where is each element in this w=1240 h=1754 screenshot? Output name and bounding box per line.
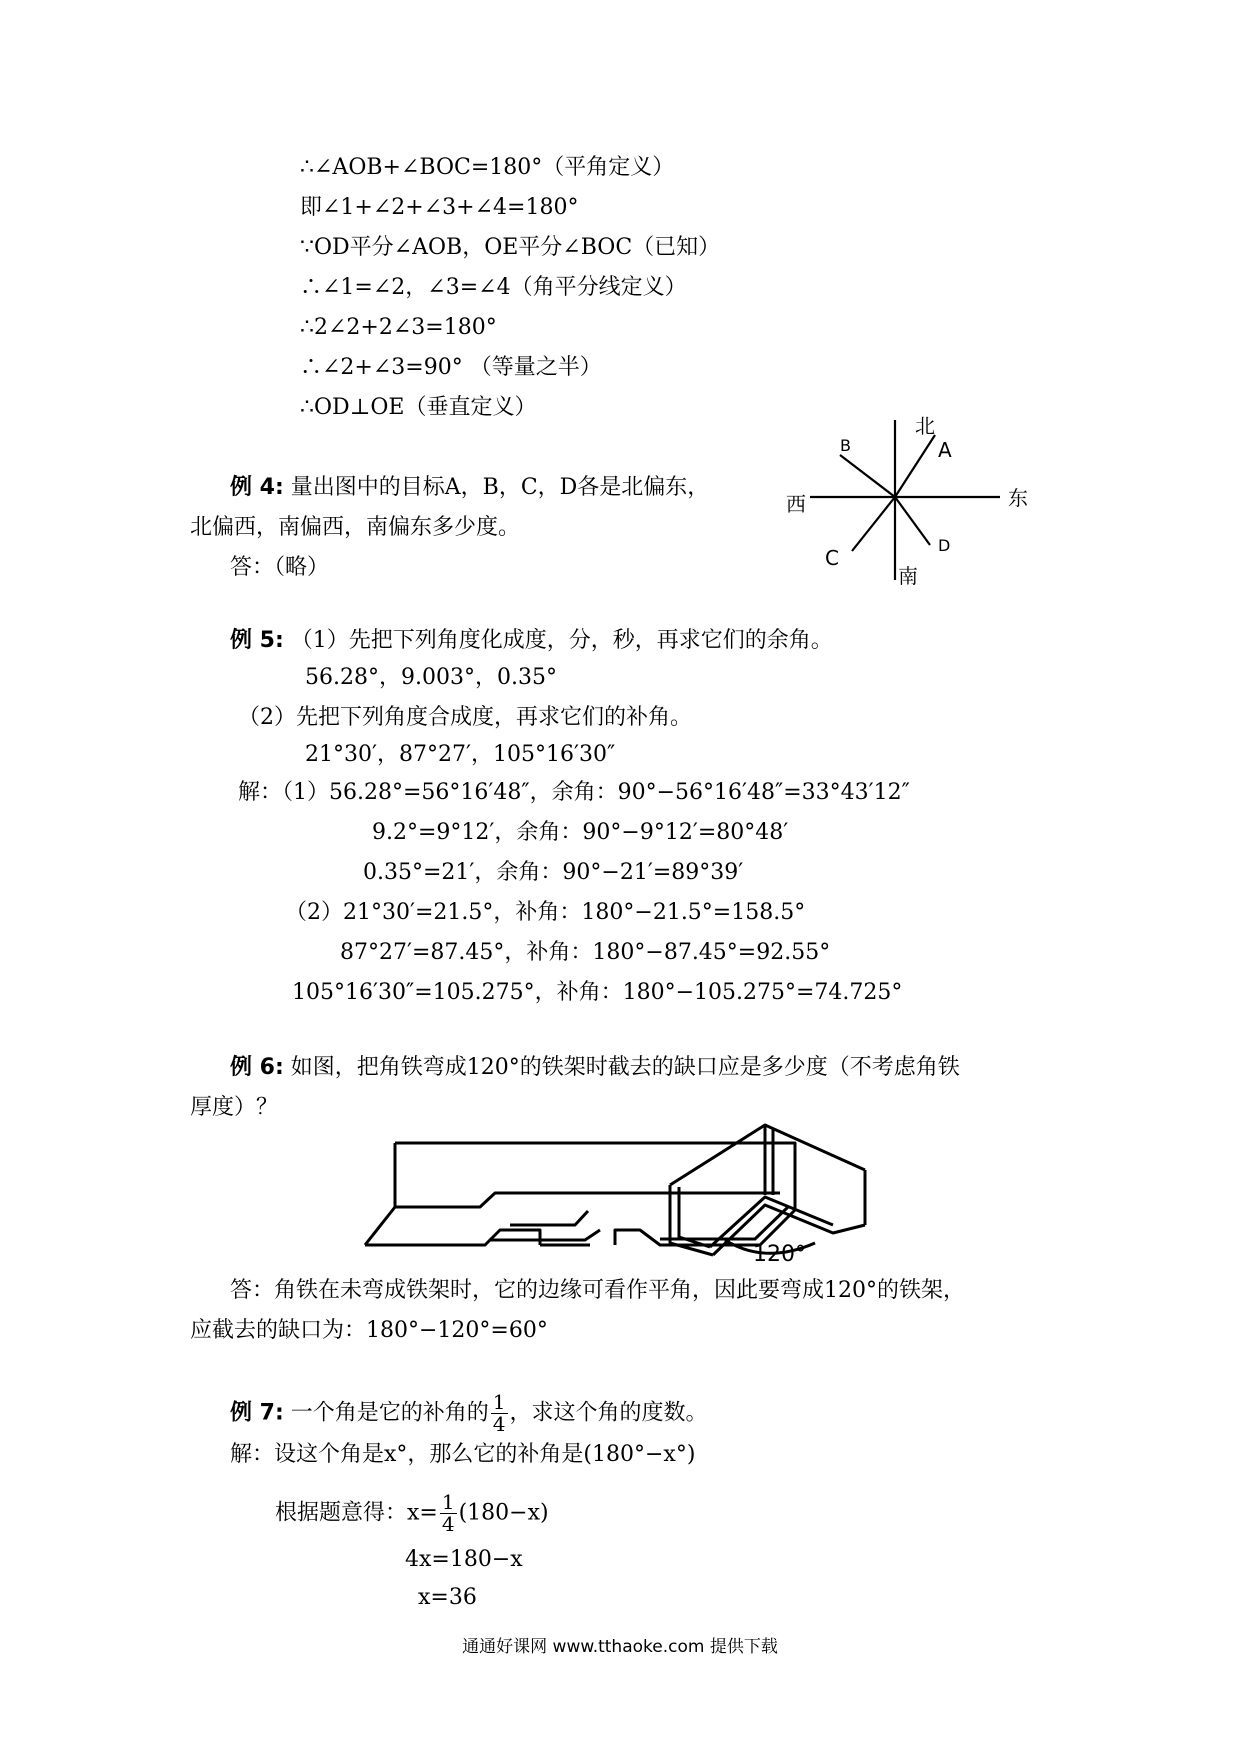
equation-fraction: [440, 1492, 457, 1535]
target-d-label: D: [938, 536, 951, 555]
proof-line-2: 即∠1+∠2+∠3+∠4=180°: [300, 195, 579, 220]
target-c-label: C: [825, 546, 839, 570]
fraction-denominator: 4: [492, 1412, 506, 1436]
direction-line-c: [852, 497, 895, 551]
compass-west-label: 西: [786, 492, 806, 516]
example-4-answer: 答：（略）: [230, 555, 330, 580]
example-5-solution-2: 9.2°=9°12′，余角：90°−9°12′=80°48′: [372, 820, 789, 845]
page-footer: 通通好课网 www.tthaoke.com 提供下载: [462, 1637, 778, 1657]
compass-east-label: 东: [1008, 486, 1028, 510]
example-4-label: 例 4:: [230, 475, 284, 500]
example-7-solution-4: x=36: [418, 1585, 477, 1610]
example-7-solution-3: 4x=180−x: [405, 1547, 523, 1572]
example-4-text-2: 北偏西，南偏西，南偏东多少度。: [190, 515, 521, 540]
example-4-line-1: [230, 475, 709, 501]
fraction-numerator: 1: [492, 1390, 506, 1414]
compass-figure: [780, 414, 1040, 588]
example-7-sol2-after: (180−x): [458, 1500, 549, 1526]
direction-line-a: [895, 435, 935, 497]
example-5-solution-4: （2）21°30′=21.5°，补角：180°−21.5°=158.5°: [285, 900, 806, 925]
example-5-line-1: [230, 628, 833, 654]
example-7-sol2-before: 根据题意得：x=: [275, 1500, 438, 1526]
example-6-label: 例 6:: [230, 1055, 284, 1080]
example-7-line-1: [230, 1392, 708, 1435]
example-5-q2-values: 21°30′，87°27′，105°16′30″: [305, 742, 616, 767]
example-5-solution-1: 解：（1）56.28°=56°16′48″，余角：90°−56°16′48″=33°43′12″: [238, 780, 910, 805]
example-7-solution-2: [275, 1492, 549, 1535]
proof-line-6: ∴∠2+∠3=90° （等量之半）: [300, 355, 602, 380]
compass-north-label: 北: [915, 414, 935, 438]
one-quarter-fraction: [491, 1392, 508, 1435]
direction-line-b: [840, 455, 895, 497]
proof-line-5: ∴2∠2+2∠3=180°: [300, 315, 497, 340]
example-5-label: 例 5:: [230, 628, 284, 653]
proof-line-7: ∴OD⊥OE（垂直定义）: [300, 395, 537, 420]
proof-line-3: ∵OD平分∠AOB，OE平分∠BOC（已知）: [300, 235, 721, 260]
example-5-solution-5: 87°27′=87.45°，补角：180°−87.45°=92.55°: [340, 940, 831, 965]
example-7-label: 例 7:: [230, 1400, 284, 1426]
equation-fraction-numerator: 1: [441, 1490, 455, 1514]
equation-fraction-denominator: 4: [441, 1512, 455, 1536]
example-7-text-after: ，求这个角的度数。: [509, 1400, 708, 1426]
direction-line-d: [895, 497, 930, 545]
bend-angle-label: 120°: [753, 1242, 806, 1267]
example-7-text-before: 一个角是它的补角的: [290, 1400, 489, 1426]
example-5-question-1: （1）先把下列角度化成度，分，秒，再求它们的余角。: [290, 628, 833, 653]
example-6-line-1: [230, 1055, 960, 1081]
example-6-answer-2: 应截去的缺口为：180°−120°=60°: [190, 1318, 548, 1343]
example-4-text-1: 量出图中的目标A，B，C，D各是北偏东，: [290, 475, 710, 500]
example-6-answer-1: 答：角铁在未弯成铁架时，它的边缘可看作平角，因此要弯成120°的铁架，: [230, 1278, 965, 1303]
proof-line-4: ∴∠1=∠2，∠3=∠4（角平分线定义）: [300, 275, 687, 300]
proof-line-1: ∴∠AOB+∠BOC=180°（平角定义）: [300, 155, 675, 180]
example-5-q1-values: 56.28°，9.003°，0.35°: [305, 665, 557, 690]
target-b-label: B: [840, 436, 851, 455]
example-5-solution-6: 105°16′30″=105.275°，补角：180°−105.275°=74.725°: [292, 980, 903, 1005]
example-5-solution-3: 0.35°=21′，余角：90°−21′=89°39′: [363, 860, 744, 885]
angle-iron-bent-figure: [665, 1115, 885, 1267]
example-6-text-2: 厚度）？: [190, 1095, 279, 1120]
compass-south-label: 南: [898, 564, 918, 588]
example-7-solution-1: 解：设这个角是x°，那么它的补角是(180°−x°): [230, 1442, 696, 1467]
example-6-text-1: 如图，把角铁弯成120°的铁架时截去的缺口应是多少度（不考虑角铁: [290, 1055, 960, 1080]
target-a-label: A: [938, 438, 952, 462]
example-5-question-2: （2）先把下列角度合成度，再求它们的补角。: [238, 705, 692, 730]
